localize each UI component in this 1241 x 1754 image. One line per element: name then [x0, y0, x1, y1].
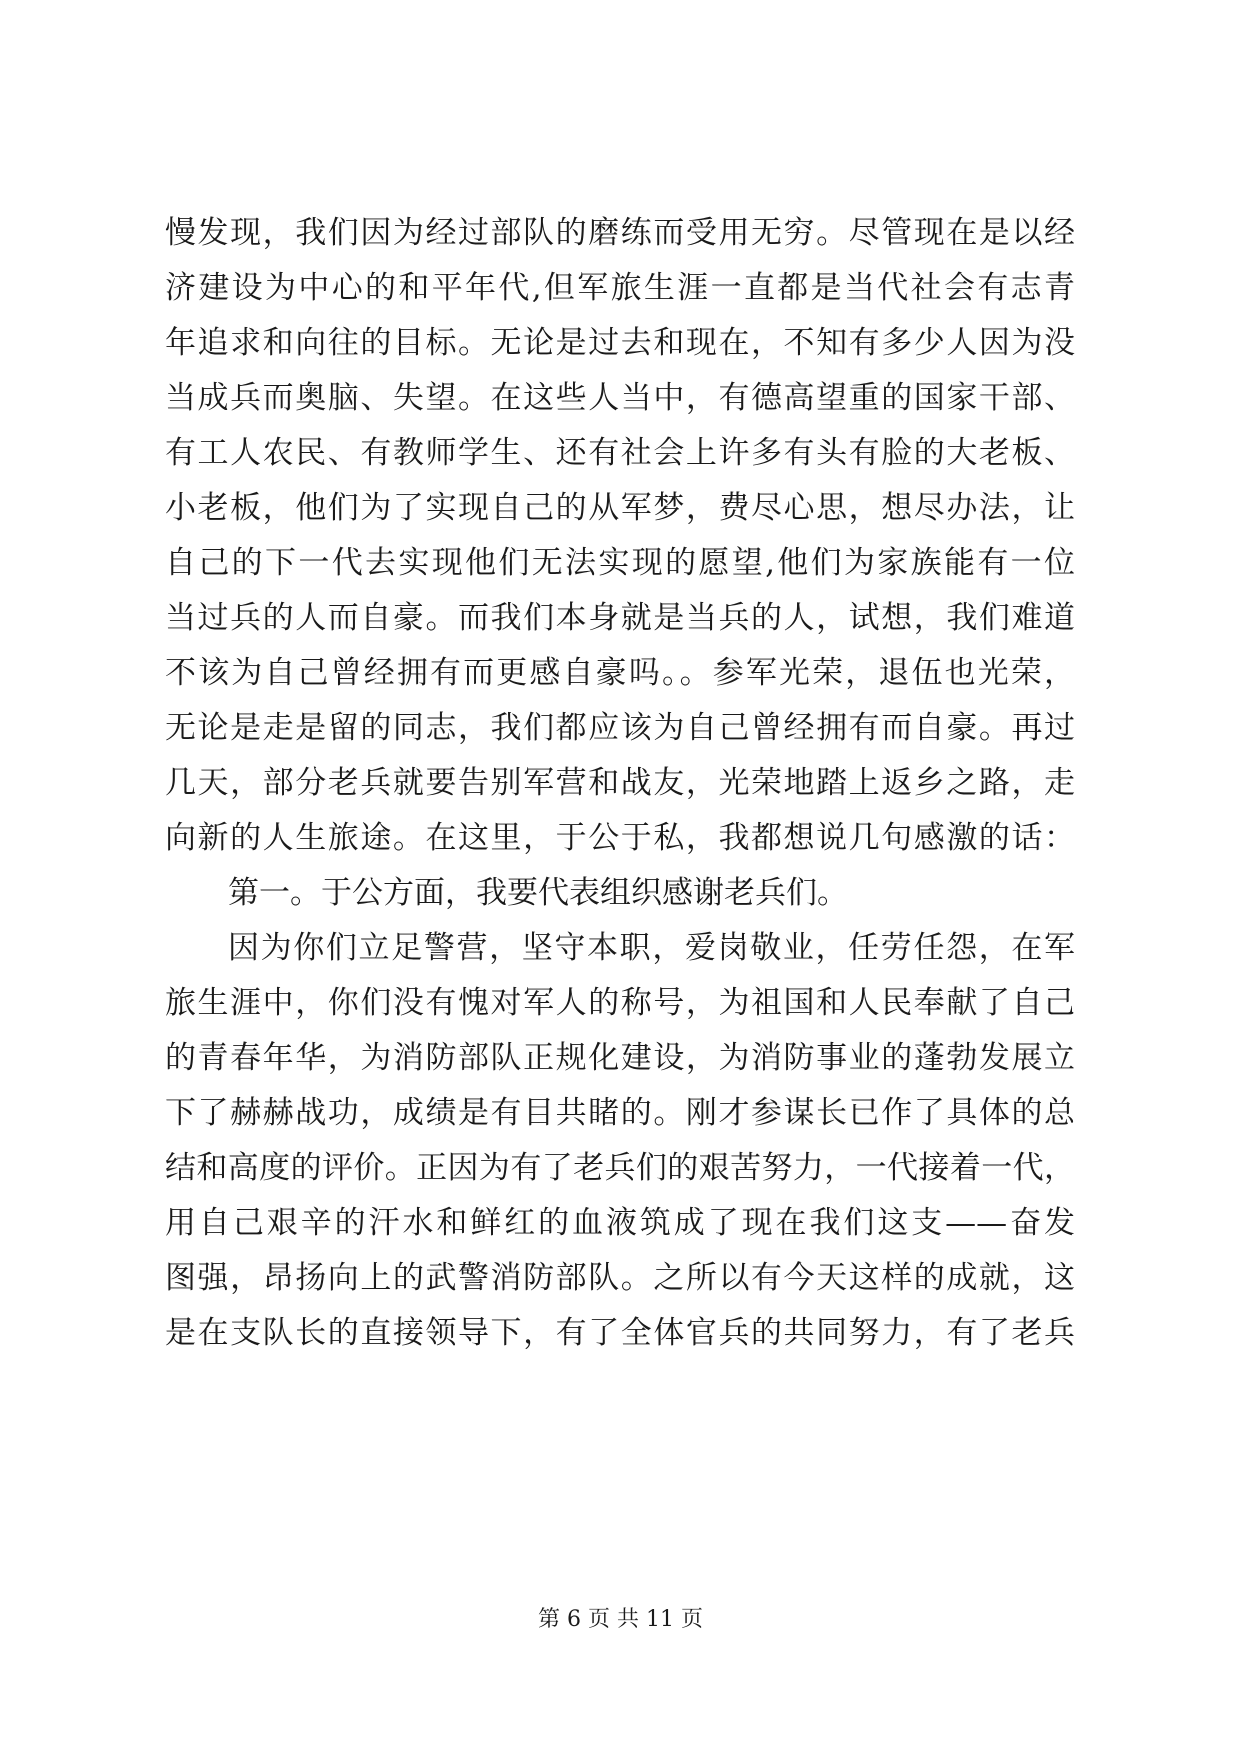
- text-line: 下了赫赫战功，成绩是有目共睹的。刚才参谋长已作了具体的总: [165, 1095, 1075, 1131]
- text-line: 用自己艰辛的汗水和鲜红的血液筑成了现在我们这支——奋发: [165, 1205, 1075, 1241]
- text-line: 济建设为中心的和平年代,但军旅生涯一直都是当代社会有志青: [165, 270, 1075, 306]
- text-line: 当成兵而奥脑、失望。在这些人当中，有德高望重的国家干部、: [165, 380, 1075, 416]
- text-line: 慢发现，我们因为经过部队的磨练而受用无穷。尽管现在是以经: [165, 215, 1075, 251]
- text-line: 无论是走是留的同志，我们都应该为自己曾经拥有而自豪。再过: [165, 710, 1075, 746]
- text-line: 因为你们立足警营，坚守本职，爱岗敬业，任劳任怨，在军: [228, 930, 1075, 966]
- text-line: 结和高度的评价。正因为有了老兵们的艰苦努力，一代接着一代，: [165, 1150, 1075, 1186]
- page-number-footer: 第 6 页 共 11 页: [538, 1607, 703, 1632]
- text-line: 旅生涯中，你们没有愧对军人的称号，为祖国和人民奉献了自己: [165, 985, 1075, 1021]
- text-line: 小老板，他们为了实现自己的从军梦，费尽心思，想尽办法，让: [165, 490, 1075, 526]
- text-line: 不该为自己曾经拥有而更感自豪吗。。参军光荣，退伍也光荣，: [165, 655, 1075, 691]
- text-line: 有工人农民、有教师学生、还有社会上许多有头有脸的大老板、: [165, 435, 1075, 471]
- section-heading: 第一。于公方面，我要代表组织感谢老兵们。: [228, 875, 848, 911]
- text-line: 是在支队长的直接领导下，有了全体官兵的共同努力，有了老兵: [165, 1315, 1075, 1351]
- text-line: 当过兵的人而自豪。而我们本身就是当兵的人，试想，我们难道: [165, 600, 1075, 636]
- text-line: 向新的人生旅途。在这里，于公于私，我都想说几句感激的话：: [165, 820, 1075, 856]
- text-line: 年追求和向往的目标。无论是过去和现在，不知有多少人因为没: [165, 325, 1075, 361]
- text-line: 的青春年华，为消防部队正规化建设，为消防事业的蓬勃发展立: [165, 1040, 1075, 1076]
- text-line: 图强，昂扬向上的武警消防部队。之所以有今天这样的成就，这: [165, 1260, 1075, 1296]
- text-line: 几天，部分老兵就要告别军营和战友，光荣地踏上返乡之路，走: [165, 765, 1075, 801]
- text-line: 自己的下一代去实现他们无法实现的愿望,他们为家族能有一位: [165, 545, 1075, 581]
